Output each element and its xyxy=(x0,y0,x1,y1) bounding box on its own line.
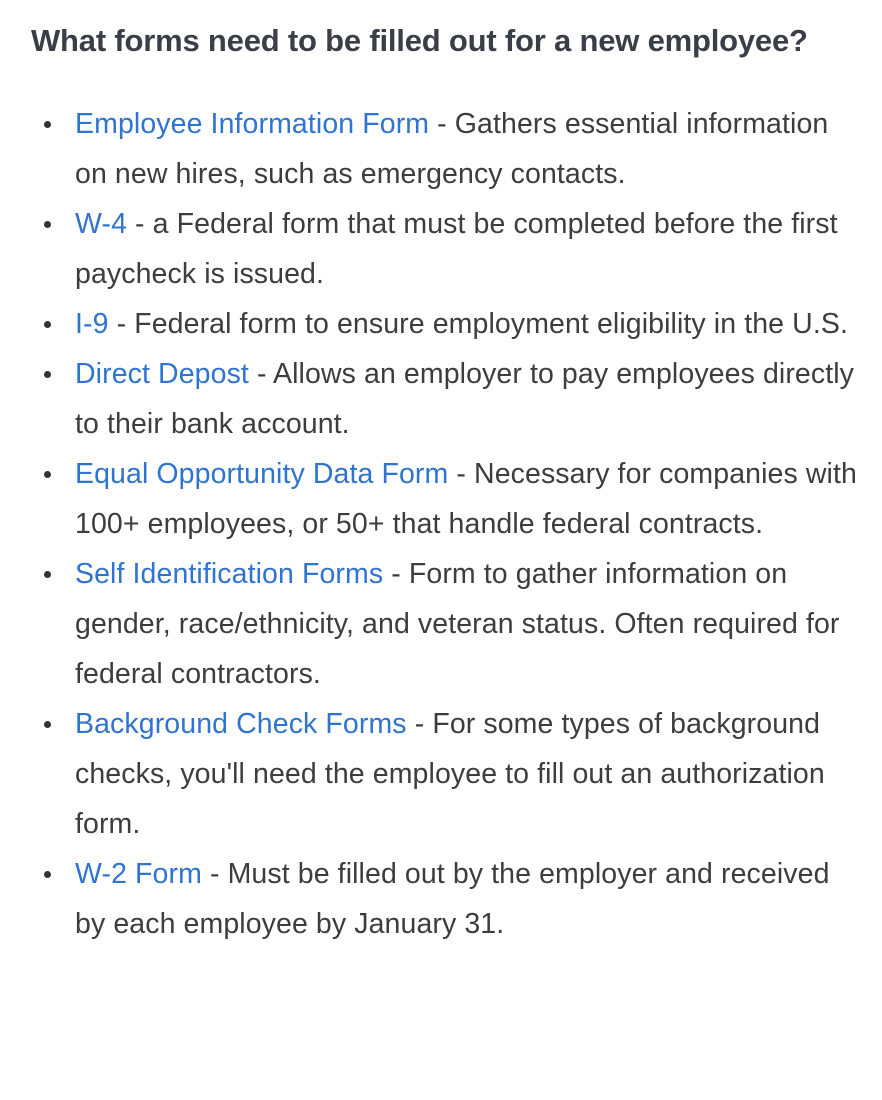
link-w4[interactable]: W-4 xyxy=(75,208,128,240)
list-item-employee-information-form xyxy=(75,99,862,199)
separator: - xyxy=(201,858,228,890)
separator: - xyxy=(108,308,135,340)
link-employee-information-form[interactable]: Employee Information Form xyxy=(75,108,430,140)
link-background-check-forms[interactable]: Background Check Forms xyxy=(75,708,407,740)
bullet-icon xyxy=(44,121,51,128)
list-item-w4 xyxy=(75,199,862,299)
link-equal-opportunity-data-form[interactable]: Equal Opportunity Data Form xyxy=(75,458,449,490)
link-direct-deposit[interactable]: Direct Depost xyxy=(75,358,249,390)
bullet-icon xyxy=(44,871,51,878)
bullet-icon xyxy=(44,471,51,478)
link-w2-form[interactable]: W-2 Form xyxy=(75,858,202,890)
bullet-icon xyxy=(44,321,51,328)
item-description: a Federal form that must be completed before the first paycheck is issued. xyxy=(75,208,838,290)
link-i9[interactable]: I-9 xyxy=(75,308,109,340)
separator: - xyxy=(448,458,475,490)
item-description: For some types of background checks, you'll need the employee to fill out an authorization form. xyxy=(75,708,825,840)
separator: - xyxy=(248,358,274,390)
list-item-direct-deposit xyxy=(75,349,862,449)
item-description: Must be filled out by the employer and received by each employee by January 31. xyxy=(75,858,830,940)
list-item-equal-opportunity-data-form xyxy=(75,449,862,549)
separator: - xyxy=(127,208,153,240)
item-description: Allows an employer to pay employees directly to their bank account. xyxy=(75,358,855,440)
list-item-i9 xyxy=(75,299,862,349)
bullet-icon xyxy=(44,721,51,728)
item-description: Gathers essential information on new hires, such as emergency contacts. xyxy=(75,108,829,190)
item-description: Federal form to ensure employment eligibility in the U.S. xyxy=(134,308,848,340)
link-self-identification-forms[interactable]: Self Identification Forms xyxy=(75,558,384,590)
page-heading: What forms need to be filled out for a new employee? xyxy=(31,23,808,58)
separator: - xyxy=(406,708,433,740)
item-description: Necessary for companies with 100+ employees, or 50+ that handle federal contracts. xyxy=(75,458,857,540)
bullet-icon xyxy=(44,221,51,228)
separator: - xyxy=(383,558,409,590)
list-item-background-check-forms xyxy=(75,699,862,849)
separator: - xyxy=(429,108,455,140)
bullet-icon xyxy=(44,371,51,378)
bullet-icon xyxy=(44,571,51,578)
list-item-w2-form xyxy=(75,849,862,949)
forms-list xyxy=(31,99,862,949)
list-item-self-identification-forms xyxy=(75,549,862,699)
item-description: Form to gather information on gender, race/ethnicity, and veteran status. Often required for federal contractors. xyxy=(75,558,840,690)
